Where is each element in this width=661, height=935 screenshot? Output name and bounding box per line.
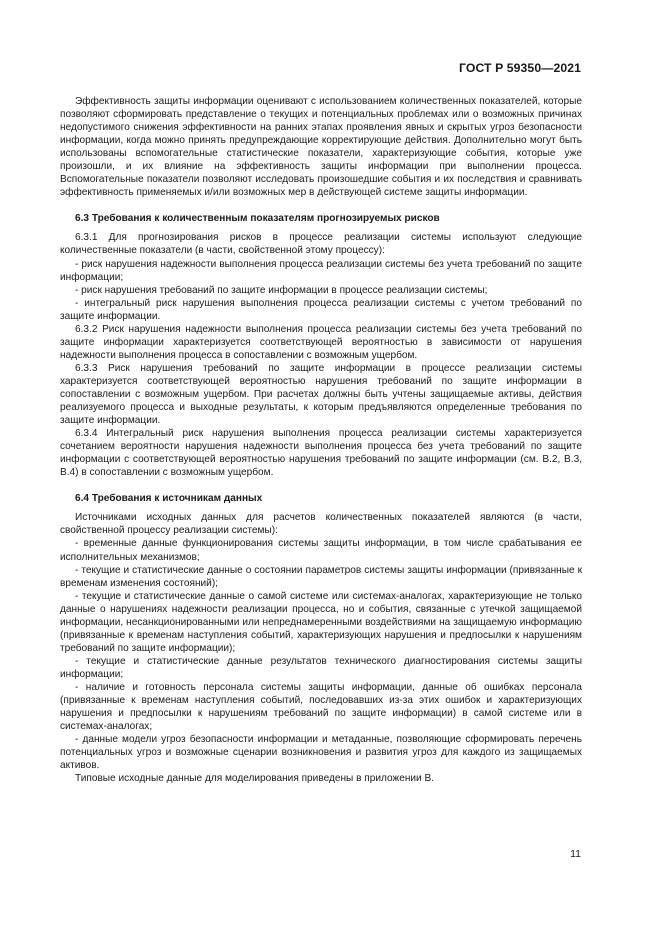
page-number: 11 — [570, 848, 581, 860]
section-6-4-intro: Источниками исходных данных для расчетов количественных показателей являются (в части, свойственной процессу реализации системы): — [60, 512, 582, 537]
list-item: - интегральный риск нарушения выполнения процесса реализации системы с учетом требований по защите информации. — [60, 297, 582, 322]
intro-paragraph: Эффективность защиты информации оценивают с использованием количественных показателей, которые позволяют сформировать представление о текущих и потенциальных проблемах или о возможных причинах недопустимого снижения эффективности на ранних этапах проявления явных и скрытых угроз безопасности информации, когда можно принять предупреждающие корректирующие действия. Дополнительно могут быть использованы вспомогательные статистические показатели, характеризующие события, которые уже произошли, и их влияние на эффективность защиты информации при выполнении процесса. Вспомогательные показатели позволяют исследовать произошедшие события и их последствия и сравнивать эффективность применяемых и/или возможных мер в действующей системе защиты информации. — [60, 96, 582, 199]
list-item: - данные модели угроз безопасности информации и метаданные, позволяющие сформировать перечень потенциальных угроз и возможные сценарии возникновения и развития угроз для каждого из защищаемых активов. — [60, 734, 582, 772]
clause-6-3-4: 6.3.4 Интегральный риск нарушения выполнения процесса реализации системы характеризуется сочетанием вероятности нарушения надежности выполнения процесса без учета требований по защите информации с соответствующей вероятностью нарушения требований по защите информации (см. В.2, В.3, В.4) в сопоставлении с возможным ущербом. — [60, 428, 582, 479]
list-item: - риск нарушения надежности выполнения процесса реализации системы без учета требований по защите информации; — [60, 258, 582, 283]
section-6-4-heading: 6.4 Требования к источникам данных — [75, 493, 263, 505]
section-6-4-closing: Типовые исходные данные для моделирования приведены в приложении В. — [75, 773, 435, 785]
list-item: - текущие и статистические данные о самой системе или системах-аналогах, характеризующие не только данные о нарушениях надежности реализации процесса, но и события, связанные с утечкой защищаемой информации, несанкционированными или непреднамеренными воздействиями на защищаемую информацию (привязанные к временам наступления событий, характеризующих нарушения и предпосылки к нарушениям требований по защите информации); — [60, 590, 582, 654]
section-6-3-heading: 6.3 Требования к количественным показателям прогнозируемых рисков — [75, 213, 440, 225]
page-body — [60, 95, 582, 785]
clause-6-3-1: 6.3.1 Для прогнозирования рисков в процессе реализации системы используют следующие количественные показатели (в части, свойственной этому процессу): — [60, 232, 582, 257]
clause-6-3-2: 6.3.2 Риск нарушения надежности выполнения процесса реализации системы без учета требований по защите информации характеризуется соответствующей вероятностью в зависимости от нарушения надежности выполнения процесса в сопоставлении с возможным ущербом. — [60, 323, 582, 361]
clause-6-3-3: 6.3.3 Риск нарушения требований по защите информации в процессе реализации системы характеризуется соответствующей вероятностью нарушения требований по защите информации в сопоставлении с возможным ущербом. При расчетах должны быть учтены защищаемые активы, действия реализуемого процесса и выходные результаты, к которым предъявляются определенные требования по защите информации. — [60, 362, 582, 427]
list-item: - наличие и готовность персонала системы защиты информации, данные об ошибках персонала (привязанные к временам наступления событий, последовавших из-за этих ошибок и характеризующих нарушения и предпосылки к нарушениям требований по защите информации) в самой системе или в системах-аналогах; — [60, 681, 582, 733]
list-item: - временные данные функционирования системы защиты информации, в том числе срабатывания ее исполнительных механизмов; — [60, 538, 582, 563]
list-item: - текущие и статистические данные о состоянии параметров системы защиты информации (привязанные к временам изменения состояний); — [60, 564, 582, 589]
list-item: - текущие и статистические данные результатов технического диагностирования системы защиты информации; — [60, 655, 582, 680]
document-code: ГОСТ Р 59350—2021 — [459, 61, 581, 75]
list-item: - риск нарушения требований по защите информации в процессе реализации системы; — [75, 284, 488, 296]
